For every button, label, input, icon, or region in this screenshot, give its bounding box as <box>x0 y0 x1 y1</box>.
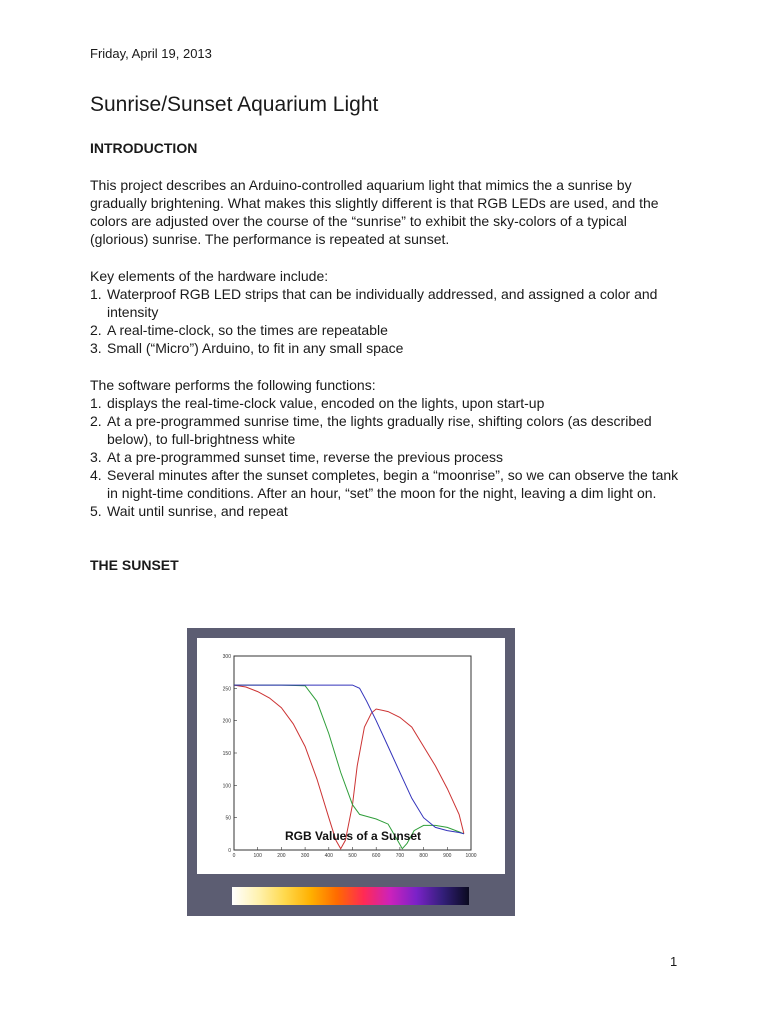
x-tick-label: 900 <box>443 853 452 859</box>
sunset-rgb-chart <box>187 628 515 916</box>
list-item <box>90 321 690 339</box>
list-item <box>90 502 690 520</box>
list-item <box>90 412 690 448</box>
document-title: Sunrise/Sunset Aquarium Light <box>90 93 379 116</box>
list-item <box>90 448 690 466</box>
list-item <box>90 285 690 321</box>
sunset-heading: THE SUNSET <box>90 557 179 573</box>
list-item-number: 2. <box>90 322 102 338</box>
x-tick-label: 0 <box>232 853 236 859</box>
x-tick-label: 500 <box>348 853 357 859</box>
software-list <box>90 394 690 520</box>
list-item-text: displays the real-time-clock value, encoded on the lights, upon start-up <box>107 395 545 411</box>
list-item-text: Wait until sunrise, and repeat <box>107 503 288 519</box>
x-tick-label: 300 <box>300 853 310 859</box>
page-number: 1 <box>670 954 678 969</box>
list-item-number: 5. <box>90 503 102 519</box>
y-tick-label: 300 <box>222 654 231 660</box>
list-item-text: Small (“Micro”) Arduino, to fit in any small space <box>107 340 404 356</box>
y-tick-label: 0 <box>228 848 231 854</box>
color-gradient-bar <box>232 887 469 905</box>
x-tick-label: 600 <box>372 853 381 859</box>
x-tick-label: 700 <box>395 853 405 859</box>
list-item-text: Waterproof RGB LED strips that can be individually addressed, and assigned a color and intensity <box>107 286 658 320</box>
x-tick-label: 400 <box>324 853 333 859</box>
list-item-number: 3. <box>90 340 102 356</box>
x-tick-label: 200 <box>277 853 286 859</box>
document-date: Friday, April 19, 2013 <box>90 46 212 61</box>
list-item-number: 1. <box>90 286 102 302</box>
y-tick-label: 150 <box>222 751 231 757</box>
x-tick-label: 800 <box>419 853 428 859</box>
y-tick-label: 200 <box>222 718 231 725</box>
introduction-heading: INTRODUCTION <box>90 140 198 156</box>
list-item <box>90 466 690 502</box>
x-tick-label: 1000 <box>465 853 477 859</box>
list-item-text: At a pre-programmed sunset time, reverse the previous process <box>107 449 504 465</box>
y-tick-label: 100 <box>222 783 231 790</box>
list-item-number: 4. <box>90 467 102 483</box>
x-tick-label: 100 <box>253 853 262 859</box>
chart-title: RGB Values of a Sunset <box>284 829 422 843</box>
list-item-number: 1. <box>90 395 102 411</box>
list-item <box>90 339 690 357</box>
sunset-figure <box>187 628 515 916</box>
list-item <box>90 394 690 412</box>
list-item-number: 2. <box>90 413 102 429</box>
y-tick-label: 50 <box>225 815 231 822</box>
list-item-text: A real-time-clock, so the times are repeatable <box>107 322 388 338</box>
introduction-paragraph: This project describes an Arduino-controlled aquarium light that mimics the a sunrise by gradually brightening. What makes this slightly different is that RGB LEDs are used, and the colors are adjusted over the course of the “sunrise” to exhibit the sky-colors of a typical (glorious) sunrise. The performance is repeated at sunset. <box>90 177 659 247</box>
list-item-number: 3. <box>90 449 102 465</box>
list-item-text: Several minutes after the sunset completes, begin a “moonrise”, so we can observe the tank in night-time conditions. After an hour, “set” the moon for the night, leaving a dim light on. <box>107 467 679 501</box>
y-tick-label: 250 <box>222 686 231 693</box>
list-item-text: At a pre-programmed sunrise time, the lights gradually rise, shifting colors (as described below), to full-brightness white <box>107 413 652 447</box>
hardware-intro: Key elements of the hardware include: <box>90 268 329 284</box>
software-intro: The software performs the following functions: <box>90 377 376 393</box>
hardware-list <box>90 285 690 357</box>
